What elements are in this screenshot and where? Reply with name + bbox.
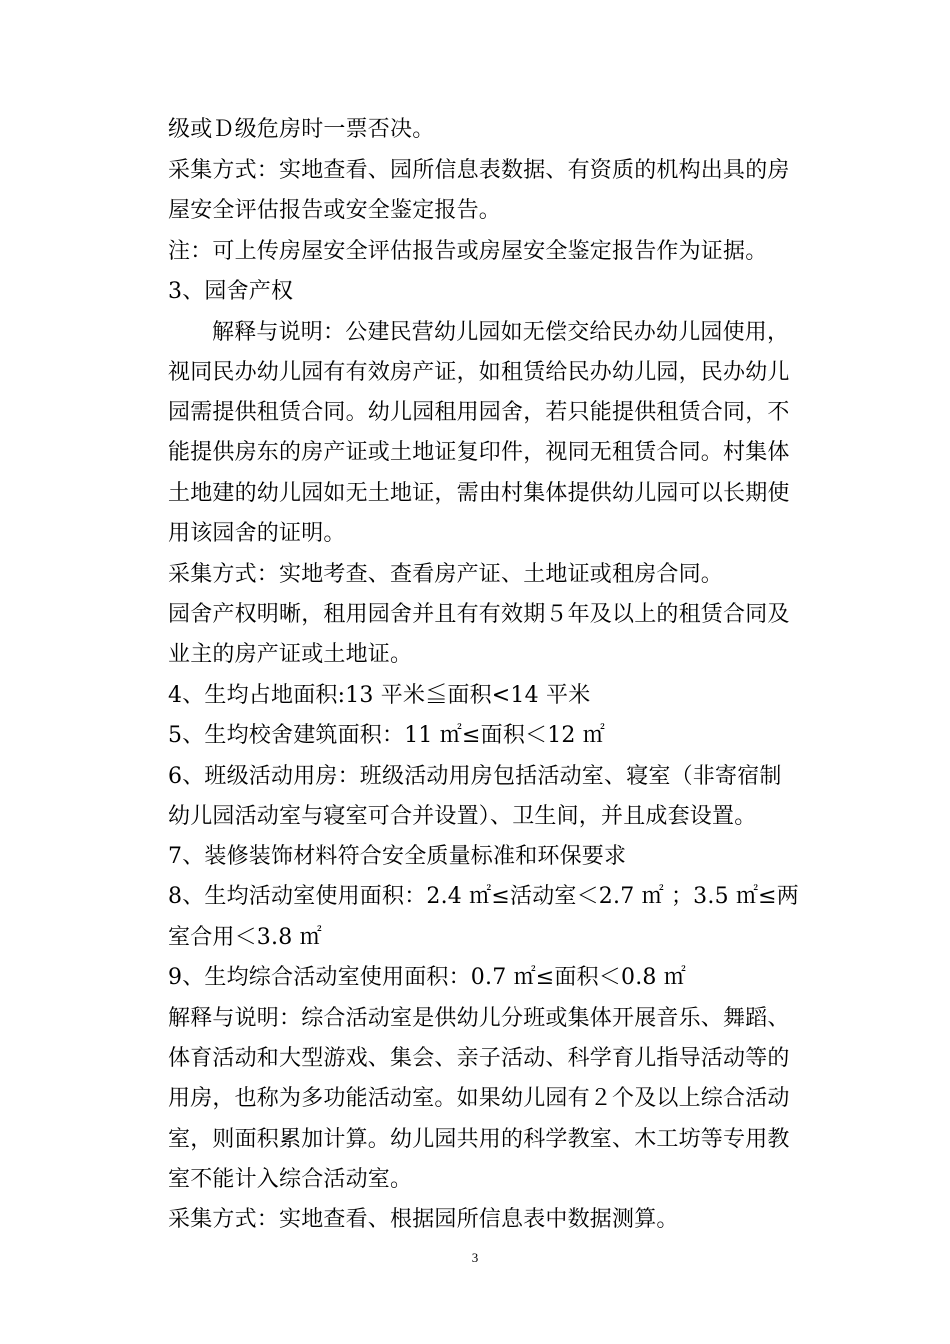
section-heading: 6、班级活动用房：班级活动用房包括活动室、寝室（非寄宿制 <box>168 764 782 789</box>
text-line: 体育活动和大型游戏、集会、亲子活动、科学育儿指导活动等的 <box>168 1046 790 1071</box>
text-line: 级或Ｄ级危房时一票否决。 <box>168 117 435 142</box>
text-line: 采集方式：实地考查、查看房产证、土地证或租房合同。 <box>168 562 724 587</box>
section-heading: 8、生均活动室使用面积：2.4 ㎡≤活动室＜2.7 ㎡ ；3.5 ㎡≤两 <box>168 884 800 909</box>
section-heading: 4、生均占地面积:13 平米≦面积<14 平米 <box>168 683 591 708</box>
text-line: 室，则面积累加计算。幼儿园共用的科学教室、木工坊等专用教 <box>168 1127 790 1152</box>
section-heading: 9、生均综合活动室使用面积：0.7 ㎡≤面积＜0.8 ㎡ <box>168 965 686 990</box>
text-line: 解释与说明：公建民营幼儿园如无偿交给民办幼儿园使用， <box>212 320 790 345</box>
text-line: 注：可上传房屋安全评估报告或房屋安全鉴定报告作为证据。 <box>168 239 768 264</box>
text-line: 幼儿园活动室与寝室可合并设置）、卫生间，并且成套设置。 <box>168 804 757 829</box>
section-heading: 7、装修装饰材料符合安全质量标准和环保要求 <box>168 844 627 869</box>
text-line: 园舍产权明晰，租用园舍并且有有效期５年及以上的租赁合同及 <box>168 602 790 627</box>
text-line: 室不能计入综合活动室。 <box>168 1167 413 1192</box>
text-line: 园需提供租赁合同。幼儿园租用园舍，若只能提供租赁合同，不 <box>168 400 790 425</box>
text-line: 土地建的幼儿园如无土地证，需由村集体提供幼儿园可以长期使 <box>168 481 790 506</box>
text-line: 用该园舍的证明。 <box>168 521 346 546</box>
text-line: 采集方式：实地查看、根据园所信息表中数据测算。 <box>168 1207 679 1232</box>
text-line: 屋安全评估报告或安全鉴定报告。 <box>168 198 502 223</box>
text-line: 能提供房东的房产证或土地证复印件，视同无租赁合同。村集体 <box>168 440 790 465</box>
page-number: 3 <box>471 1250 479 1265</box>
text-line: 采集方式：实地查看、园所信息表数据、有资质的机构出具的房 <box>168 158 790 183</box>
text-line: 视同民办幼儿园有有效房产证，如租赁给民办幼儿园，民办幼儿 <box>168 360 790 385</box>
text-line: 解释与说明：综合活动室是供幼儿分班或集体开展音乐、舞蹈、 <box>168 1006 790 1031</box>
section-heading: 3、园舍产权 <box>168 279 294 304</box>
text-line: 室合用＜3.8 ㎡ <box>168 925 322 950</box>
text-line: 用房，也称为多功能活动室。如果幼儿园有２个及以上综合活动 <box>168 1086 790 1111</box>
section-heading: 5、生均校舍建筑面积：11 ㎡≤面积＜12 ㎡ <box>168 723 606 748</box>
text-line: 业主的房产证或土地证。 <box>168 642 413 667</box>
